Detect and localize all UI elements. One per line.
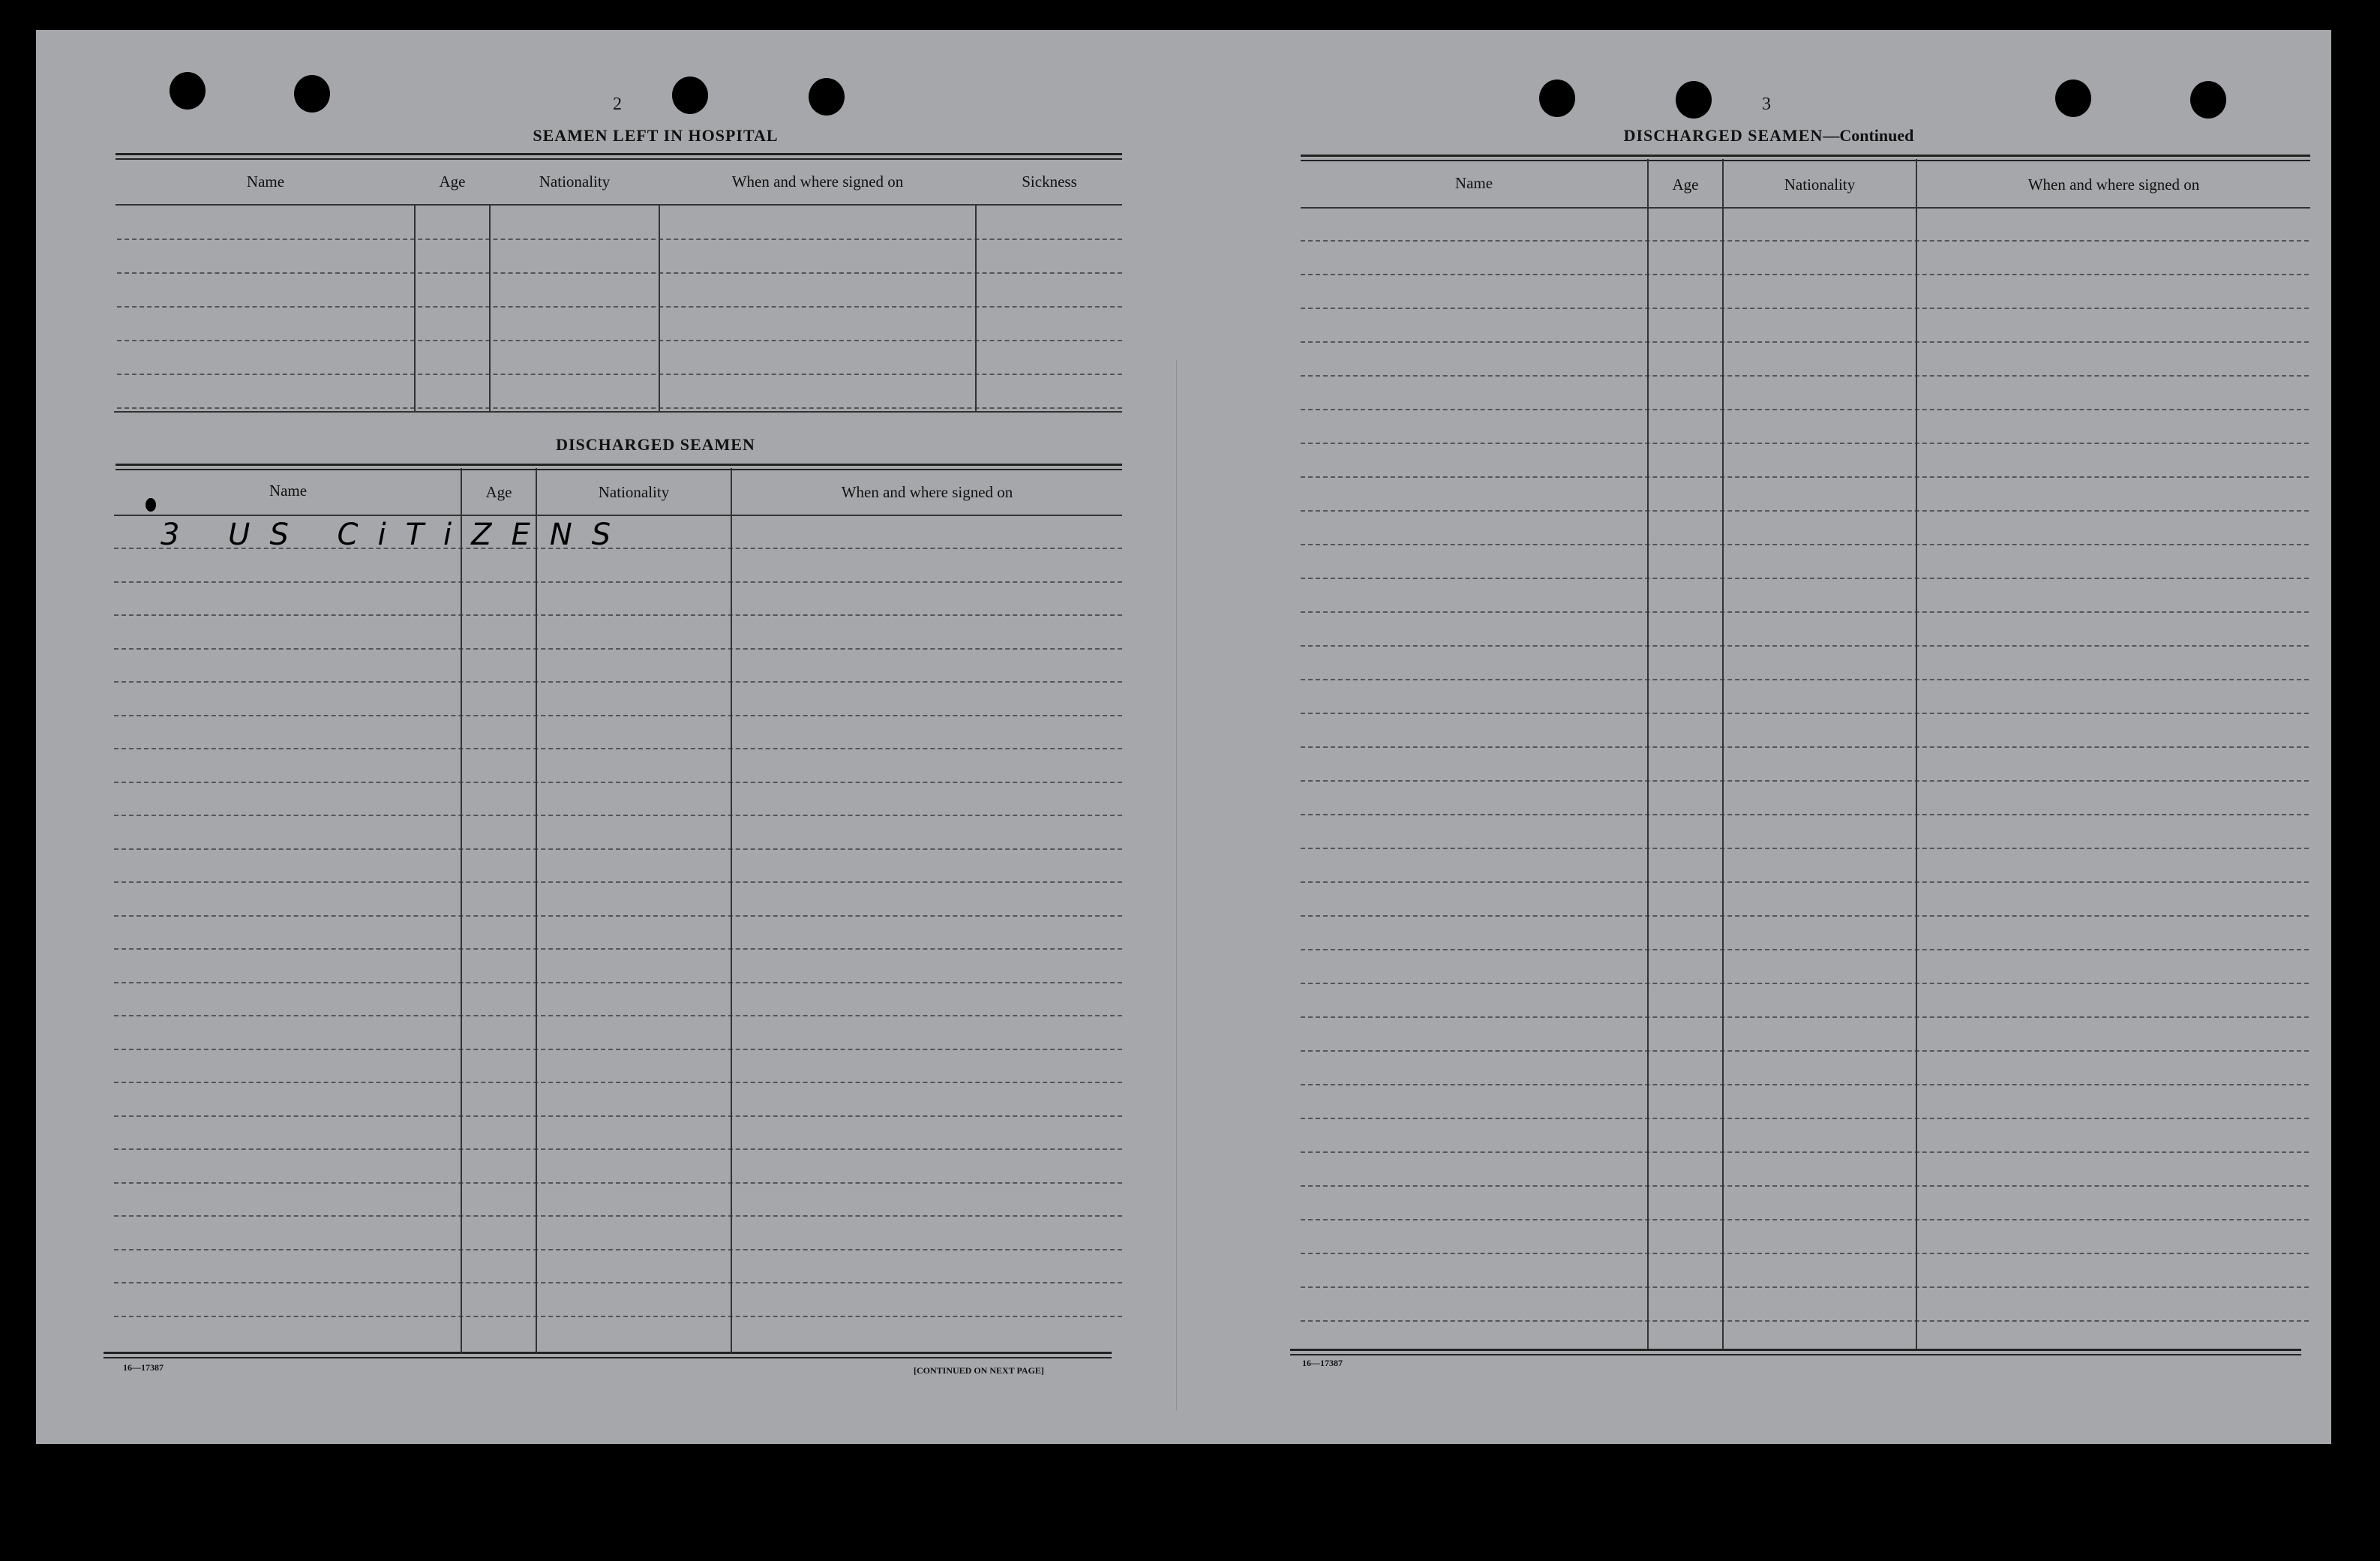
ruled-line <box>1301 881 2309 883</box>
form-number: 16—17387 <box>1302 1358 1343 1368</box>
ruled-line <box>1301 1151 2309 1153</box>
ruled-line <box>1301 949 2309 950</box>
hospital-col-sickness: Sickness <box>1022 173 1077 191</box>
continued-note: [CONTINUED ON NEXT PAGE] <box>914 1365 1044 1376</box>
ruled-line <box>114 1115 1122 1117</box>
punch-hole <box>294 75 330 113</box>
discharged-col-signed-on: When and where signed on <box>841 483 1013 501</box>
continued-bottom-rule <box>1290 1349 2301 1355</box>
continued-divider <box>1722 159 1724 1349</box>
ruled-line <box>1301 1253 2309 1254</box>
ruled-line <box>1301 578 2309 579</box>
ruled-line <box>1301 308 2309 309</box>
page-number: 3 <box>1762 95 1771 114</box>
ruled-line <box>114 982 1122 983</box>
right-page <box>1176 30 2331 1444</box>
hospital-divider <box>489 204 491 411</box>
hospital-col-nationality: Nationality <box>539 173 611 191</box>
ruled-line <box>1301 983 2309 984</box>
left-page <box>36 30 1176 1444</box>
ruled-line <box>1301 1219 2309 1220</box>
ruled-line <box>1301 746 2309 748</box>
ruled-line <box>1301 476 2309 478</box>
ruled-line <box>114 648 1122 650</box>
ruled-line <box>114 614 1122 616</box>
ruled-line <box>114 581 1122 583</box>
ruled-line <box>1301 409 2309 410</box>
punch-hole <box>1539 80 1575 117</box>
hospital-divider <box>414 204 416 411</box>
ruled-line <box>114 1082 1122 1083</box>
continued-header-rule <box>1301 207 2310 209</box>
ruled-line <box>1301 274 2309 275</box>
ruled-line <box>1301 1084 2309 1085</box>
ruled-line <box>114 1148 1122 1150</box>
ruled-line <box>117 306 1122 308</box>
discharged-bottom-rule <box>104 1352 1112 1358</box>
punch-hole <box>809 78 845 116</box>
discharged-col-nationality: Nationality <box>598 483 670 501</box>
ruled-line <box>114 1316 1122 1317</box>
form-number: 16—17387 <box>123 1362 164 1373</box>
hospital-divider <box>659 204 660 411</box>
ruled-line <box>114 748 1122 749</box>
discharged-col-name: Name <box>269 482 308 500</box>
discharged-divider <box>536 468 537 1353</box>
ruled-line <box>114 681 1122 683</box>
ruled-line <box>114 715 1122 716</box>
ruled-line <box>1301 1118 2309 1119</box>
ruled-line <box>1301 240 2309 242</box>
punch-hole <box>170 72 206 110</box>
continued-col-signed-on: When and where signed on <box>2027 176 2200 194</box>
ruled-line <box>117 239 1122 240</box>
ruled-line <box>117 272 1122 274</box>
ruled-line <box>114 1015 1122 1016</box>
ruled-line <box>1301 679 2309 680</box>
ruled-line <box>1301 510 2309 512</box>
discharged-col-age: Age <box>485 483 512 501</box>
center-fold <box>1176 360 1177 1410</box>
ruled-line <box>1301 1286 2309 1288</box>
discharged-continued-title <box>1536 126 2001 146</box>
ruled-line <box>1301 814 2309 815</box>
continued-col-nationality: Nationality <box>1784 176 1856 194</box>
ruled-line <box>114 1249 1122 1250</box>
ruled-line <box>114 1049 1122 1050</box>
ruled-line <box>1301 645 2309 647</box>
ruled-line <box>1301 713 2309 714</box>
ruled-line <box>114 881 1122 883</box>
continued-col-age: Age <box>1672 176 1699 194</box>
hospital-col-signed-on: When and where signed on <box>731 173 904 191</box>
title-suffix: —Continued <box>1823 126 1914 145</box>
discharged-section-title: DISCHARGED SEAMEN <box>556 435 755 454</box>
ruled-line <box>1301 443 2309 444</box>
hospital-top-rule <box>116 153 1122 160</box>
punch-hole <box>2190 81 2226 119</box>
continued-top-rule <box>1301 155 2310 161</box>
discharged-divider <box>461 468 462 1353</box>
ruled-line <box>117 374 1122 375</box>
ruled-line <box>114 1282 1122 1283</box>
ruled-line <box>114 848 1122 850</box>
ruled-line <box>1301 611 2309 613</box>
discharged-header-rule <box>114 515 1122 516</box>
continued-divider <box>1916 159 1917 1349</box>
ruled-line <box>114 1182 1122 1184</box>
ruled-line <box>117 340 1122 341</box>
title-main: DISCHARGED SEAMEN <box>1623 126 1823 145</box>
punch-hole <box>2055 80 2091 117</box>
punch-hole <box>1676 81 1712 119</box>
discharged-divider <box>731 468 732 1353</box>
ruled-line <box>1301 341 2309 343</box>
ledger-sheet <box>36 30 2331 1444</box>
ruled-line <box>114 815 1122 816</box>
ruled-line <box>1301 1016 2309 1018</box>
ruled-line <box>1301 375 2309 377</box>
ruled-line <box>114 1215 1122 1217</box>
ruled-line <box>114 948 1122 950</box>
ruled-line <box>1301 780 2309 782</box>
hospital-bottom-rule <box>114 411 1122 413</box>
page-number: 2 <box>613 95 622 114</box>
ruled-line <box>114 782 1122 783</box>
ruled-line <box>1301 1185 2309 1187</box>
hospital-col-age: Age <box>439 173 466 191</box>
ruled-line <box>1301 1320 2309 1322</box>
hospital-section-title: SEAMEN LEFT IN HOSPITAL <box>533 126 779 145</box>
ruled-line <box>1301 848 2309 849</box>
punch-hole <box>672 77 708 114</box>
ruled-line <box>1301 544 2309 545</box>
ink-dot <box>146 498 156 512</box>
handwritten-entry: 3 US CiTiZENS <box>161 518 631 552</box>
continued-col-name: Name <box>1454 174 1493 192</box>
discharged-top-rule <box>116 464 1122 470</box>
hospital-header-rule <box>116 204 1122 206</box>
ruled-line <box>117 407 1122 409</box>
hospital-divider <box>975 204 977 411</box>
ruled-line <box>114 915 1122 917</box>
ruled-line <box>1301 915 2309 917</box>
ruled-line <box>1301 1050 2309 1052</box>
hospital-col-name: Name <box>246 173 285 191</box>
continued-divider <box>1647 159 1649 1349</box>
